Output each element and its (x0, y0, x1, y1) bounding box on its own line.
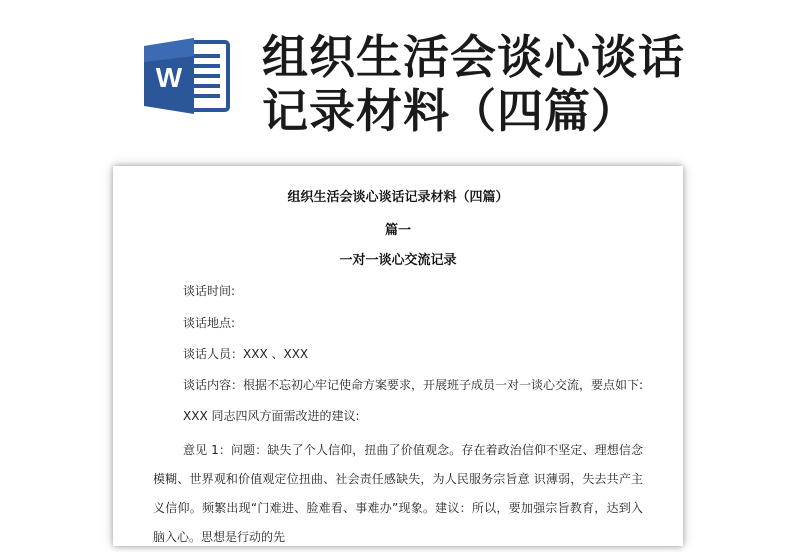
document-page (113, 166, 683, 546)
people-field: 谈话人员：XXX 、XXX (183, 347, 309, 361)
section-heading: 一对一谈心交流记录 (339, 253, 457, 268)
document-title: 组织生活会谈心谈话记录材料（四篇） (287, 190, 509, 205)
banner-title-line1: 组织生活会谈心谈话 (262, 30, 685, 84)
content-field: 谈话内容：根据不忘初心牢记使命方案要求，开展班子成员一对一谈心交流，要点如下: (183, 378, 644, 392)
place-field: 谈话地点: (183, 316, 236, 330)
banner-title-line2: 记录材料（四篇） (262, 84, 638, 138)
banner-title (262, 30, 782, 138)
banner (0, 0, 800, 160)
section-label: 篇一 (384, 223, 411, 238)
word-logo-letter: W (155, 62, 183, 93)
opinion-paragraph: 意见 1：问题：缺失了个人信仰，扭曲了价值观念。存在着政治信仰不坚定、理想信念模糊、世界观和价值观定位扭曲、社会责任感缺失，为人民服务宗旨意 识薄弱，失去共产主义信仰。频繁出现“门难进、脸难看、事难办”现象。建议：所以，要加强宗旨教育，达到入脑入心。思想是行动的先 (153, 443, 643, 544)
suggestion-intro: XXX 同志四风方面需改进的建议: (183, 409, 360, 423)
time-field: 谈话时间: (183, 284, 236, 298)
word-logo-icon (142, 36, 232, 116)
